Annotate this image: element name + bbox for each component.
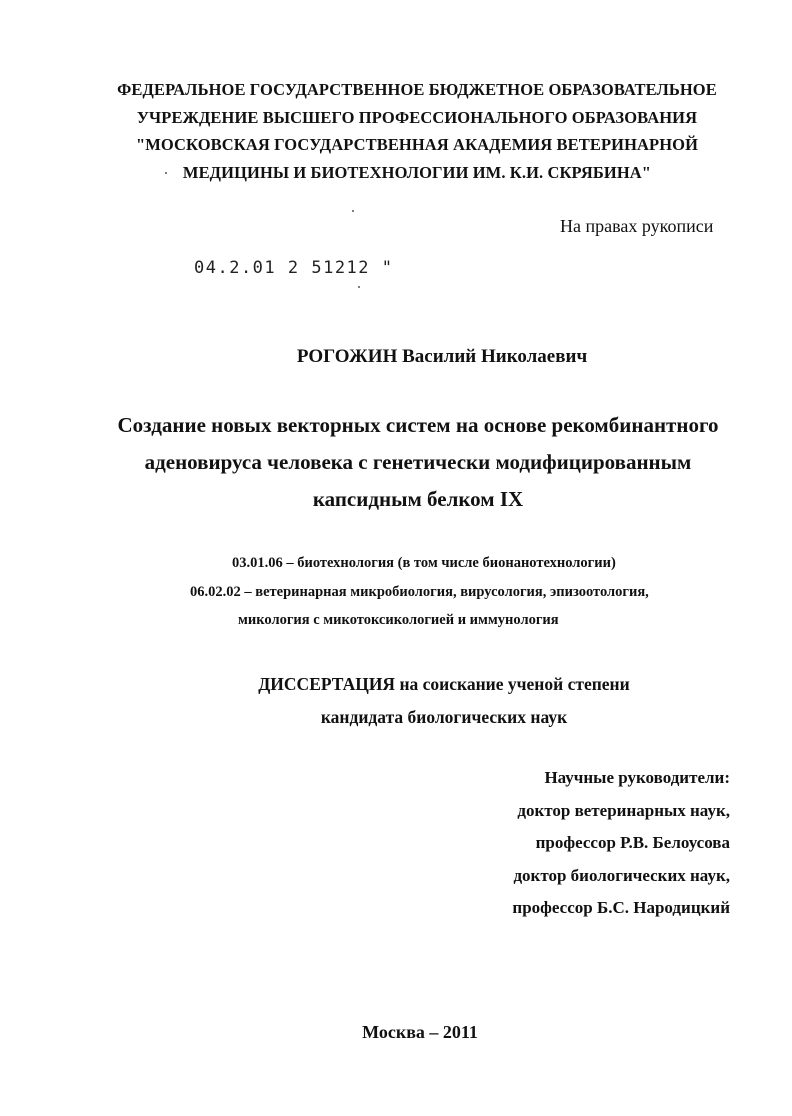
institution-line: УЧРЕЖДЕНИЕ ВЫСШЕГО ПРОФЕССИОНАЛЬНОГО ОБРАЗОВАНИЯ [136,107,698,127]
supervisors-block [512,762,730,925]
title-line: аденовируса человека с генетически модифицированным [144,450,692,474]
specialty-line: 03.01.06 – биотехнология (в том числе бионанотехнологии) [232,555,616,571]
dissertation-title [60,407,776,518]
title-line: капсидным белком IX [312,487,524,511]
specialty-line: микология с микотоксикологией и иммунология [238,612,559,628]
degree-line: кандидата биологических наук [320,707,568,727]
rights-note: На правах рукописи [560,216,714,236]
supervisor-line: доктор ветеринарных наук, [517,800,730,820]
scan-speck [352,210,354,212]
scan-speck [358,286,360,288]
supervisors-heading: Научные руководители: [544,768,730,787]
scan-speck [165,172,167,174]
institution-line: ФЕДЕРАЛЬНОЕ ГОСУДАРСТВЕННОЕ БЮДЖЕТНОЕ ОБРАЗОВАТЕЛЬНОЕ [117,80,717,99]
degree-line: ДИССЕРТАЦИЯ на соискание ученой степени [258,674,630,694]
institution-header [90,76,744,186]
author-name: РОГОЖИН Василий Николаевич [296,346,588,367]
institution-line: "МОСКОВСКАЯ ГОСУДАРСТВЕННАЯ АКАДЕМИЯ ВЕТЕРИНАРНОЙ [135,135,699,154]
supervisor-line: доктор биологических наук, [513,865,730,885]
supervisor-line: профессор Р.В. Белоусова [535,833,730,852]
degree-block [48,668,792,734]
city-year: Москва – 2011 [362,1022,478,1042]
specialty-line: 06.02.02 – ветеринарная микробиология, вирусология, эпизоотология, [190,583,649,600]
institution-line: МЕДИЦИНЫ И БИОТЕХНОЛОГИИ ИМ. К.И. СКРЯБИНА" [182,162,652,182]
registration-code: 04.2.01 2 51212 " [194,258,394,278]
supervisor-line: профессор Б.С. Народицкий [512,898,730,917]
title-line: Создание новых векторных систем на основе рекомбинантного [117,413,719,437]
